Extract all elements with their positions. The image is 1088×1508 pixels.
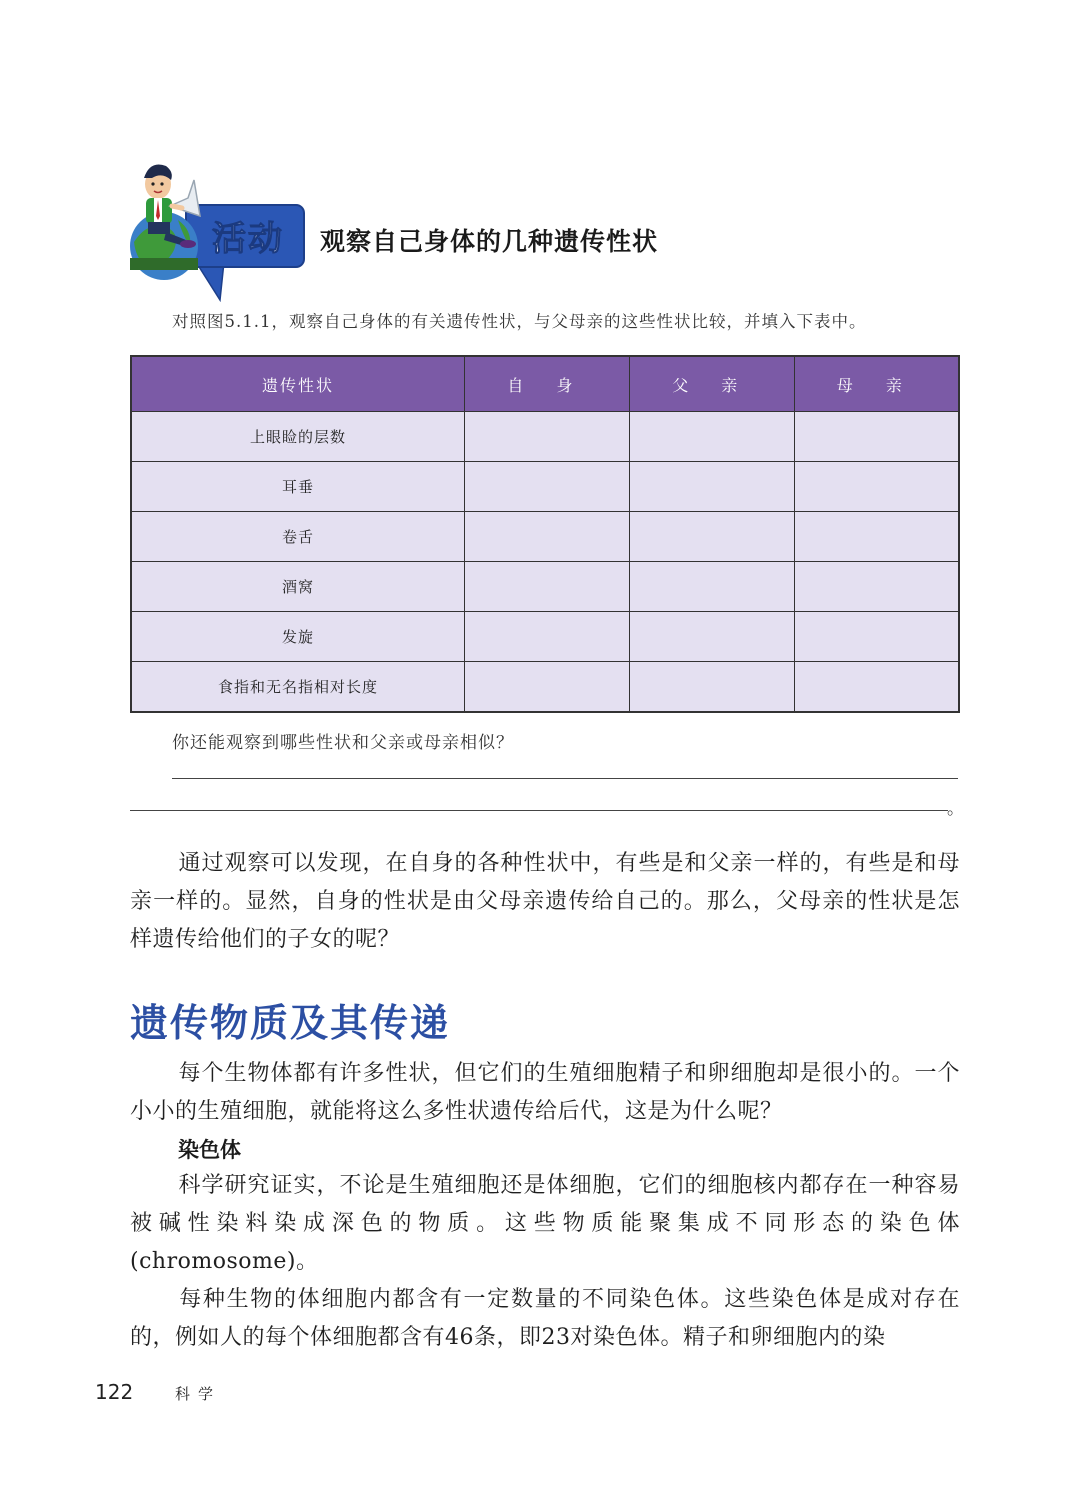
self-cell[interactable] (465, 612, 630, 662)
body-paragraph: 每种生物的体细胞内都含有一定数量的不同染色体。这些染色体是成对存在的，例如人的每个体细胞都含有46条，即23对染色体。精子和卵细胞内的染 (130, 1287, 960, 1350)
mother-cell[interactable] (794, 612, 959, 662)
body-paragraph: 科学研究证实，不论是生殖细胞还是体细胞，它们的细胞核内都存在一种容易被碱性染料染成深色的物质。这些物质能聚集成不同形态的染色体(chromosome)。 (130, 1173, 960, 1274)
table-row (131, 662, 959, 713)
trait-name: 酒窝 (131, 562, 465, 612)
header-mother: 母 亲 (794, 356, 959, 412)
table-row (131, 562, 959, 612)
mother-cell[interactable] (794, 662, 959, 713)
activity-badge-text: 活动 (212, 219, 284, 259)
page-number: 122 (95, 1380, 134, 1404)
body-paragraph: 通过观察可以发现，在自身的各种性状中，有些是和父亲一样的，有些是和母亲一样的。显然，自身的性状是由父母亲遗传给自己的。那么，父母亲的性状是怎样遗传给他们的子女的呢？ (130, 851, 960, 952)
body-paragraph: 每个生物体都有许多性状，但它们的生殖细胞精子和卵细胞却是很小的。一个小小的生殖细胞，就能将这么多性状遗传给后代，这是为什么呢？ (130, 1061, 960, 1124)
father-cell[interactable] (629, 462, 794, 512)
father-cell[interactable] (629, 512, 794, 562)
mother-cell[interactable] (794, 562, 959, 612)
activity-instructions: 对照图5.1.1，观察自己身体的有关遗传性状，与父母亲的这些性状比较，并填入下表中。 (172, 312, 867, 331)
father-cell[interactable] (629, 412, 794, 462)
trait-name: 食指和无名指相对长度 (131, 662, 465, 713)
header-trait: 遗传性状 (131, 356, 465, 412)
activity-badge (128, 150, 312, 302)
section-heading: 遗传物质及其传递 (130, 1001, 451, 1045)
father-cell[interactable] (629, 562, 794, 612)
self-cell[interactable] (465, 562, 630, 612)
self-cell[interactable] (465, 462, 630, 512)
trait-name: 耳垂 (131, 462, 465, 512)
follow-up-question: 你还能观察到哪些性状和父亲或母亲相似？ (172, 733, 514, 753)
trait-name: 发旋 (131, 612, 465, 662)
mother-cell[interactable] (794, 462, 959, 512)
trait-name: 卷舌 (131, 512, 465, 562)
self-cell[interactable] (465, 512, 630, 562)
mother-cell[interactable] (794, 412, 959, 462)
answer-line[interactable] (130, 810, 948, 811)
answer-line[interactable] (172, 778, 958, 779)
header-father: 父 亲 (629, 356, 794, 412)
answer-period: 。 (947, 799, 964, 819)
table-row (131, 412, 959, 462)
self-cell[interactable] (465, 662, 630, 713)
self-cell[interactable] (465, 412, 630, 462)
activity-title: 观察自己身体的几种遗传性状 (320, 227, 659, 256)
table-header-row (131, 356, 959, 412)
father-cell[interactable] (629, 612, 794, 662)
table-row (131, 462, 959, 512)
header-self: 自 身 (465, 356, 630, 412)
trait-name: 上眼睑的层数 (131, 412, 465, 462)
mother-cell[interactable] (794, 512, 959, 562)
subject-label: 科学 (175, 1385, 222, 1403)
sub-heading: 染色体 (178, 1138, 241, 1162)
table-row (131, 512, 959, 562)
traits-table (130, 355, 960, 713)
table-row (131, 612, 959, 662)
father-cell[interactable] (629, 662, 794, 713)
